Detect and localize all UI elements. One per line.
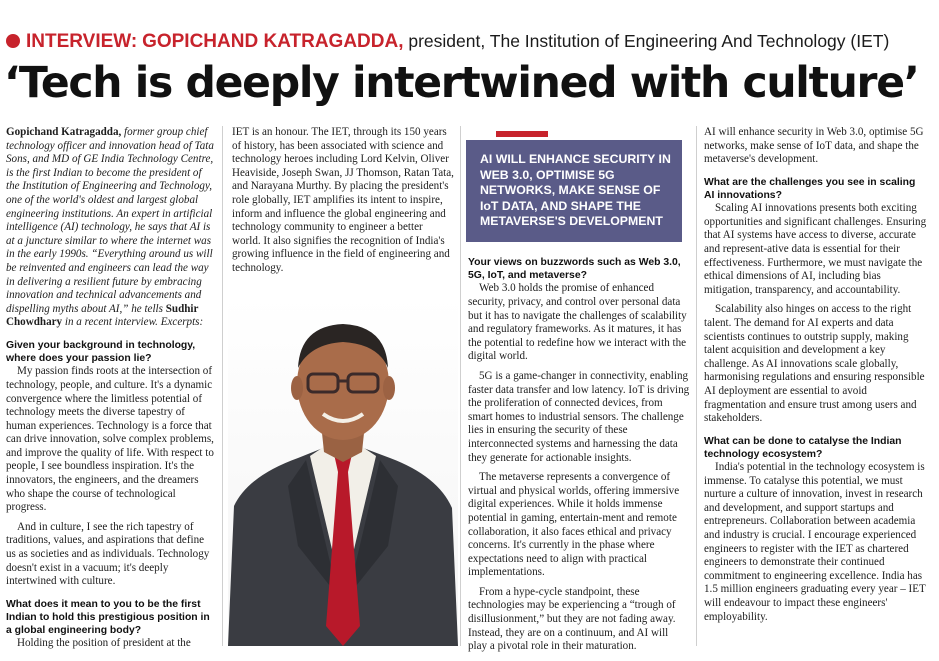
column-3 (468, 256, 690, 654)
pull-quote-text: AI WILL ENHANCE SECURITY IN WEB 3.0, OPTIMISE 5G NETWORKS, MAKE SENSE OF IoT DATA, AND SHAPE THE METAVERSE'S DEVELOPMENT (480, 152, 671, 229)
intro-paragraph (6, 126, 214, 330)
answer-first-indian-cont: IET is an honour. The IET, through its 150 years of history, has been associated with science and technology heroes including Lord Kelvin, Oliver Heaviside, Joseph Swan, JJ Thomson, Ratan Tata, and Narayana Murthy. By placing the president's role globally, IET amplifies its intent to inspire, inform and influence the global engineering and technology community to engineer a better world. It also signifies the recognition of India's growing influence in the field of engineering and technology. (232, 126, 454, 274)
answer-buzzwords-cont: AI will enhance security in Web 3.0, optimise 5G networks, make sense of IoT data, and shape the metaverse's development. (704, 126, 924, 166)
answer-buzzwords-p1: Web 3.0 holds the promise of enhanced security, privacy, and control over personal data but it has to navigate the challenges of scalability and regulatory frameworks. As it matures, it has the potential to redefine how we interact with the digital world. (468, 282, 687, 363)
answer-buzzwords-p4: From a hype-cycle standpoint, these technologies may be experiencing a “trough of disillusionment,” but they are not fading away. Instead, they are on a continuum, and AI will play a pivotal role in their maturation. (468, 585, 676, 653)
column-divider (696, 126, 697, 646)
answer-ecosystem-p1: India's potential in the technology ecosystem is immense. To catalyse this potential, we must nurture a culture of innovation, invest in research and development, and support startups and entrepreneurs. Collaboration between academia and industry is crucial. I encourage experienced engineers to register with the IET as chartered engineers to demonstrate their continued commitment to engineering excellence. India has 1.5 million engineers graduating every year – IET will endeavour to impact these engineers' employability. (704, 461, 926, 623)
answer-scaling-ai-p1: Scaling AI innovations presents both exciting opportunities and significant challenges. Ensuring that AI systems have access to diverse, accurate and represent-ative data is essential for their effectiveness. Furthermore, we must navigate the ethical dimensions of AI, including bias mitigation, transparency, and accountability. (704, 202, 927, 296)
answer-passion-p2: And in culture, I see the rich tapestry of traditions, values, and aspirations that define us as societies and as individuals. Technology doesn't exist in a vacuum; it's deeply intertwined with culture. (6, 520, 210, 588)
answer-buzzwords-p3: The metaverse represents a convergence of virtual and physical worlds, offering immersive digital experiences. While it holds immense potential in gaming, entertain-ment and remote collaboration, it also faces ethical and privacy concerns. It's currently in the phase where expectations need to align with practical implementations. (468, 471, 680, 579)
intro-name: Gopichand Katragadda, (6, 126, 122, 138)
answer-buzzwords-p2: 5G is a game-changer in connectivity, enabling faster data transfer and low latency. IoT is driving the proliferation of connected devices, from smart homes to industrial sensors. The challenge lies in ensuring the security of these interconnected systems and harnessing the data they generate for actionable insights. (468, 369, 690, 464)
quote-mark-icon (496, 131, 548, 147)
red-bullet-icon (6, 34, 20, 48)
headline: ‘Tech is deeply intertwined with culture’ (4, 59, 919, 108)
answer-scaling-ai-p2: Scalability also hinges on access to the right talent. The demand for AI experts and data scientists continues to outstrip supply, making talent acquisition and development a key challenge. As AI innovations scale globally, harmonising regulations and ensuring responsible AI deployment are essential to avoid fragmentation and ensure trust among users and stakeholders. (704, 303, 925, 425)
question-scaling-ai: What are the challenges you see in scaling AI innovations? (704, 176, 916, 201)
answer-passion-p1: My passion finds roots at the intersection of technology, people, and culture. It's a dynamic convergence where the limitless potential of technology meets the diverse tapestry of human experiences. Technology is a force that can drive innovation, solve complex problems, and improve the quality of life. With respect to people, I see boundless inspiration. It's the innovators, the engineers, and the dreamers who shape the course of technological progress. (6, 365, 214, 514)
pull-quote-box (466, 140, 682, 242)
intro-author: Sudhir Chowdhary (6, 302, 199, 329)
intro-end: in a recent interview. Excerpts: (62, 316, 204, 329)
kicker-line (6, 30, 936, 53)
column-divider (222, 126, 223, 646)
column-1 (6, 126, 214, 651)
question-buzzwords: Your views on buzzwords such as Web 3.0, 5G, IoT, and metaverse? (468, 257, 681, 282)
intro-text: former group chief technology officer and innovation head of Tata Sons, and MD of GE India Technology Centre, is the first Indian to become the president of the Institution of Engineering and Technology, one of the world's oldest and largest global engineering institutions. An expert in artificial intelligence (AI) technology, he says that AI is at a juncture similar to where the internet was in the early 1990s. “Everything around us will be reinvented and engineers can lead the way in delivering a resilient future by embracing innovation and technical advancements and dispelling myths about AI,” he tells (6, 126, 214, 315)
interviewee-name: GOPICHAND KATRAGADDA, (142, 31, 404, 52)
portrait-photo (228, 296, 458, 646)
column-divider (460, 126, 461, 646)
question-passion: Given your background in technology, where does your passion lie? (6, 339, 196, 365)
question-ecosystem: What can be done to catalyse the Indian technology ecosystem? (704, 435, 902, 460)
interviewee-title: president, The Institution of Engineering And Technology (IET) (408, 31, 890, 51)
kicker-label: INTERVIEW: (26, 31, 138, 52)
answer-first-indian-p1: Holding the position of president at the (17, 637, 191, 650)
question-first-indian: What does it mean to you to be the first Indian to hold this prestigious position in a global engineering body? (6, 598, 210, 637)
column-4 (704, 126, 928, 624)
column-2 (232, 126, 454, 276)
